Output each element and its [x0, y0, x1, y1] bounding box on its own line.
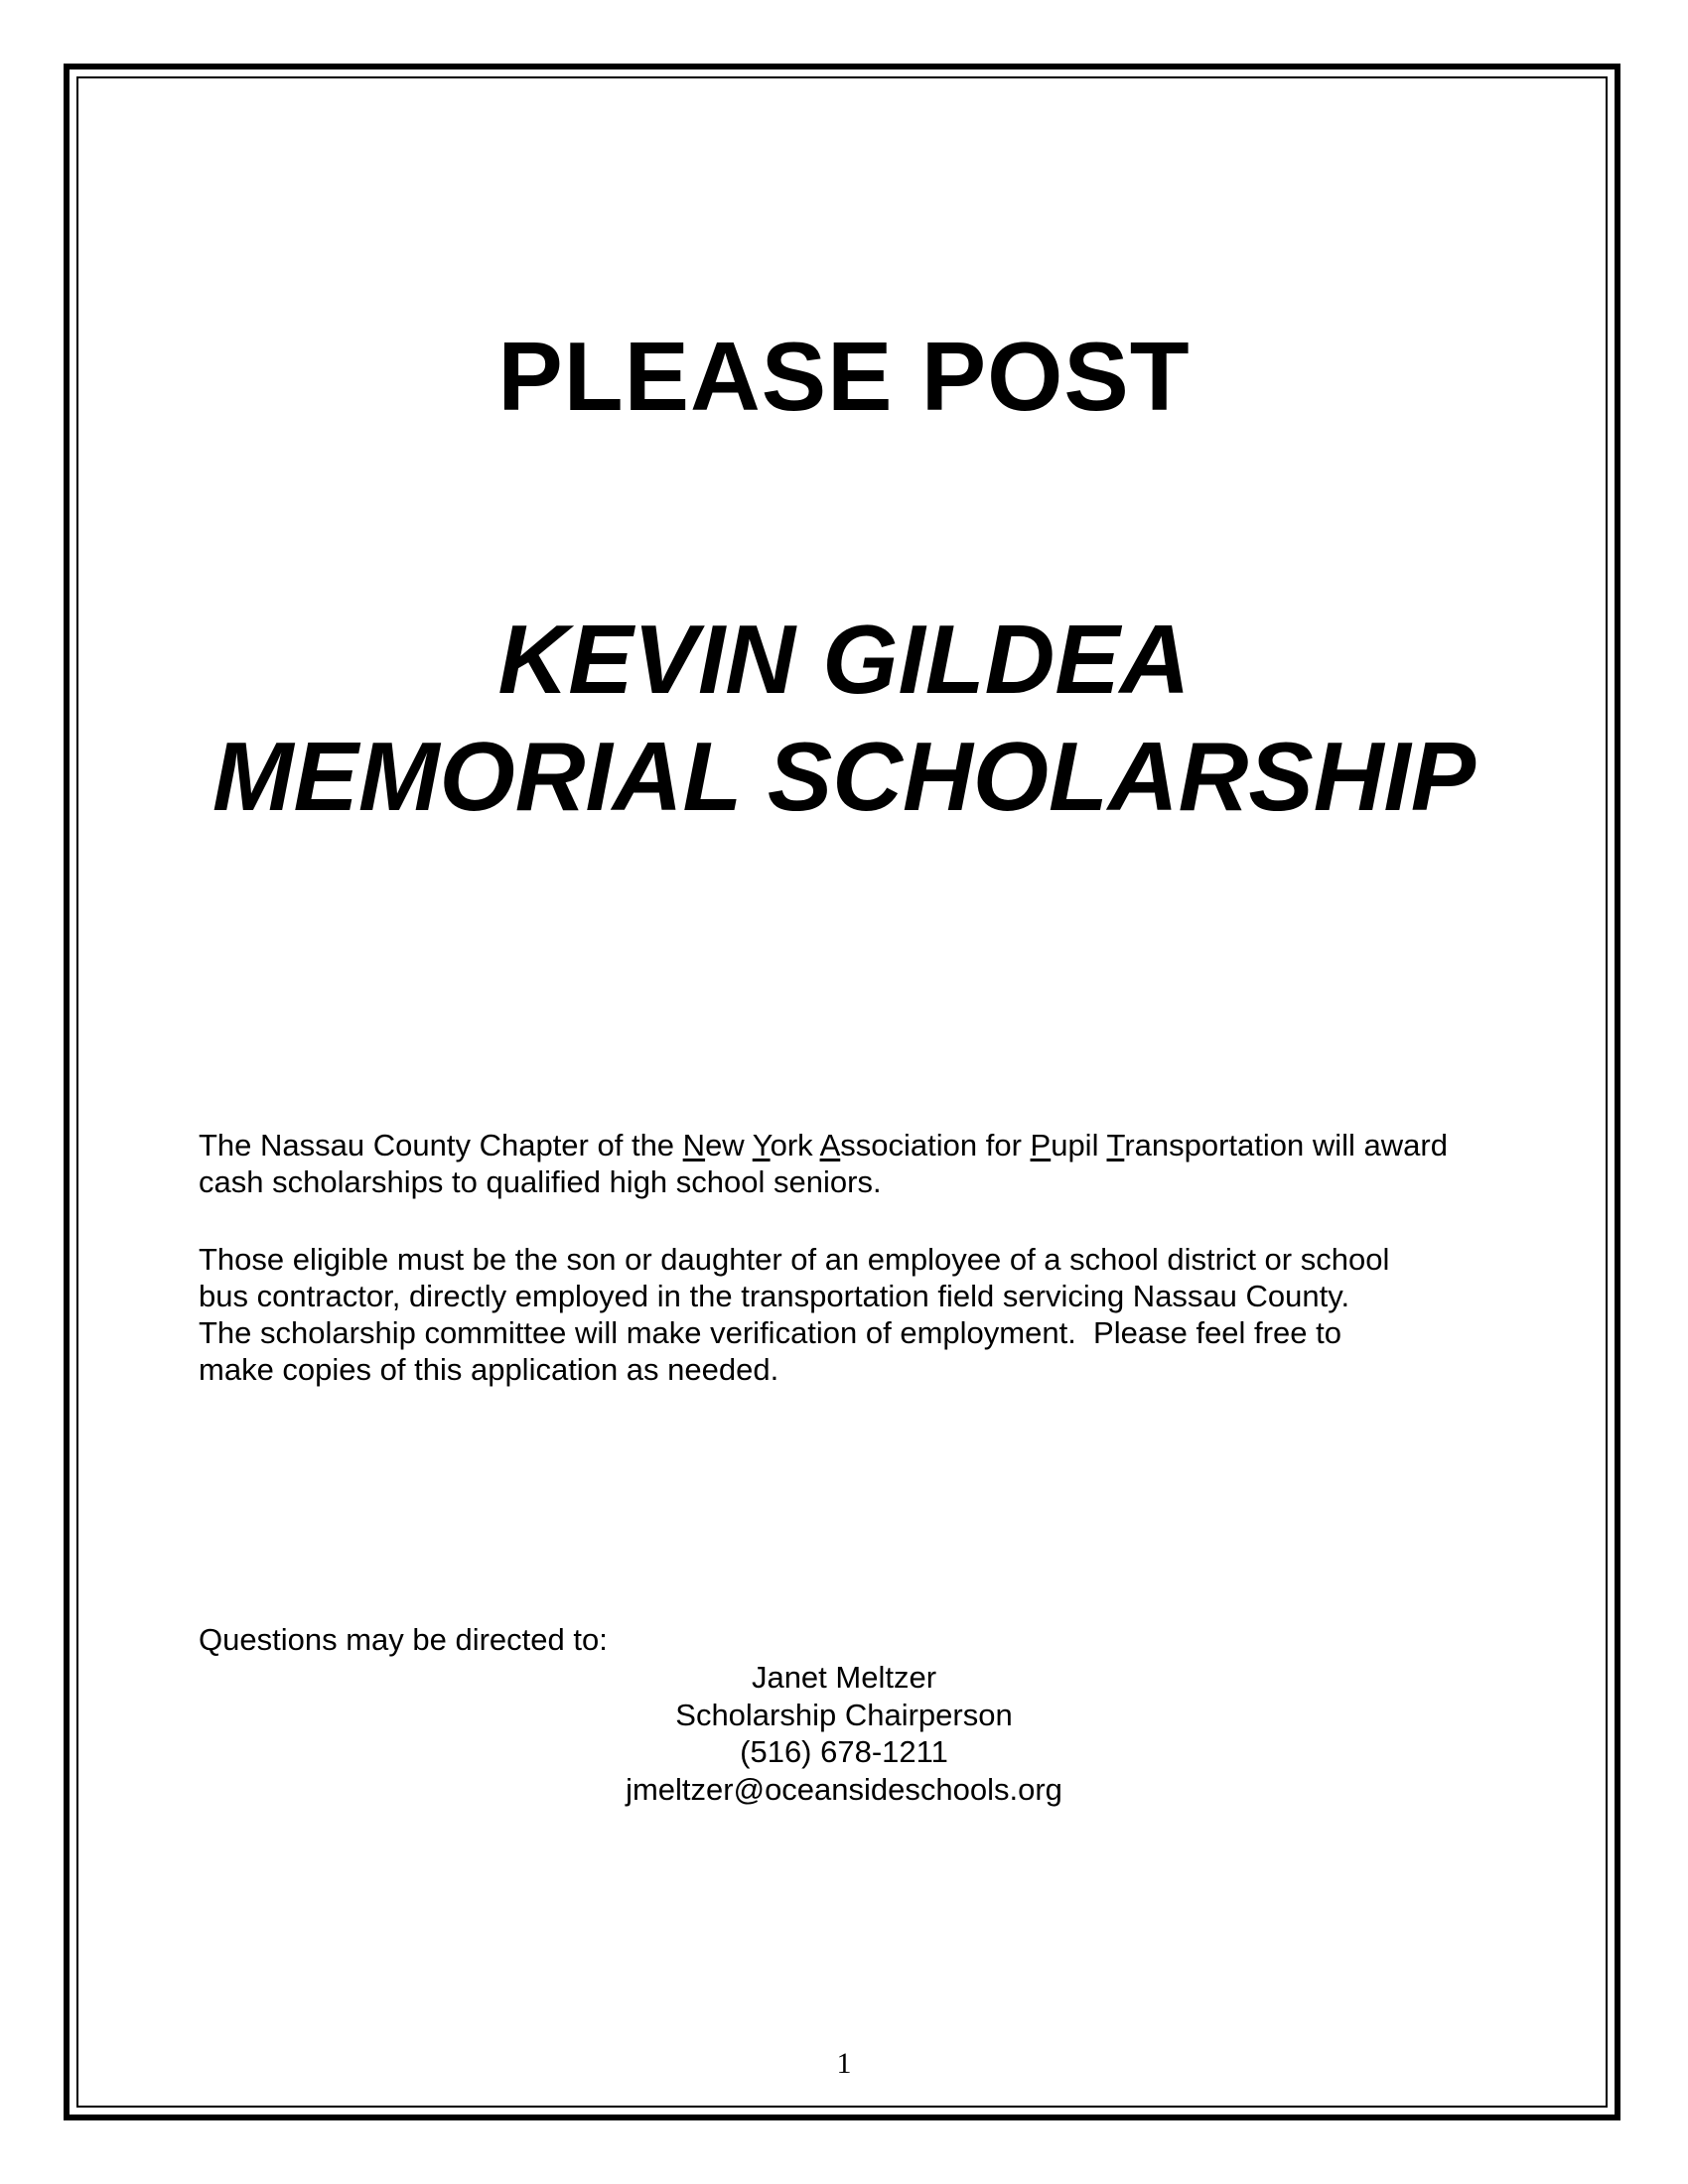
intro-text-end: ransportation will award cash scholarships to qualified high school seniors.	[199, 1128, 1448, 1199]
scholarship-title	[0, 601, 1688, 835]
intro-letter-y: Y	[752, 1128, 771, 1162]
intro-letter-p: P	[1030, 1128, 1052, 1162]
contact-role: Scholarship Chairperson	[675, 1697, 1013, 1732]
please-post-heading: PLEASE POST	[497, 322, 1191, 431]
eligibility-line-1: Those eligible must be the son or daughter of an employee of a school district or school	[199, 1242, 1390, 1277]
intro-paragraph	[199, 1127, 1509, 1200]
questions-label: Questions may be directed to:	[199, 1622, 608, 1657]
intro-letter-a: A	[819, 1128, 841, 1162]
intro-letter-t: T	[1106, 1128, 1125, 1162]
eligibility-paragraph	[199, 1241, 1509, 1388]
intro-text-ew: ew	[705, 1128, 753, 1162]
scholarship-title-line-1: KEVIN GILDEA	[497, 605, 1191, 714]
intro-text-start: The Nassau County Chapter of the	[199, 1128, 683, 1162]
intro-letter-n: N	[682, 1128, 706, 1162]
eligibility-line-4: make copies of this application as needed.	[199, 1352, 779, 1387]
contact-phone: (516) 678-1211	[740, 1734, 948, 1769]
eligibility-line-3: The scholarship committee will make verification of employment. Please feel free to	[199, 1315, 1341, 1350]
scholarship-title-line-2: MEMORIAL SCHOLARSHIP	[211, 722, 1477, 831]
intro-text-ork: ork	[770, 1128, 820, 1162]
contact-name: Janet Meltzer	[751, 1660, 937, 1695]
contact-email: jmeltzer@oceansideschools.org	[626, 1771, 1062, 1807]
contact-block	[0, 1659, 1688, 1808]
intro-text-ssociation: ssociation for	[840, 1128, 1031, 1162]
page-number: 1	[836, 2047, 852, 2080]
intro-text-upil: upil	[1051, 1128, 1107, 1162]
eligibility-line-2: bus contractor, directly employed in the transportation field servicing Nassau County.	[199, 1279, 1350, 1313]
